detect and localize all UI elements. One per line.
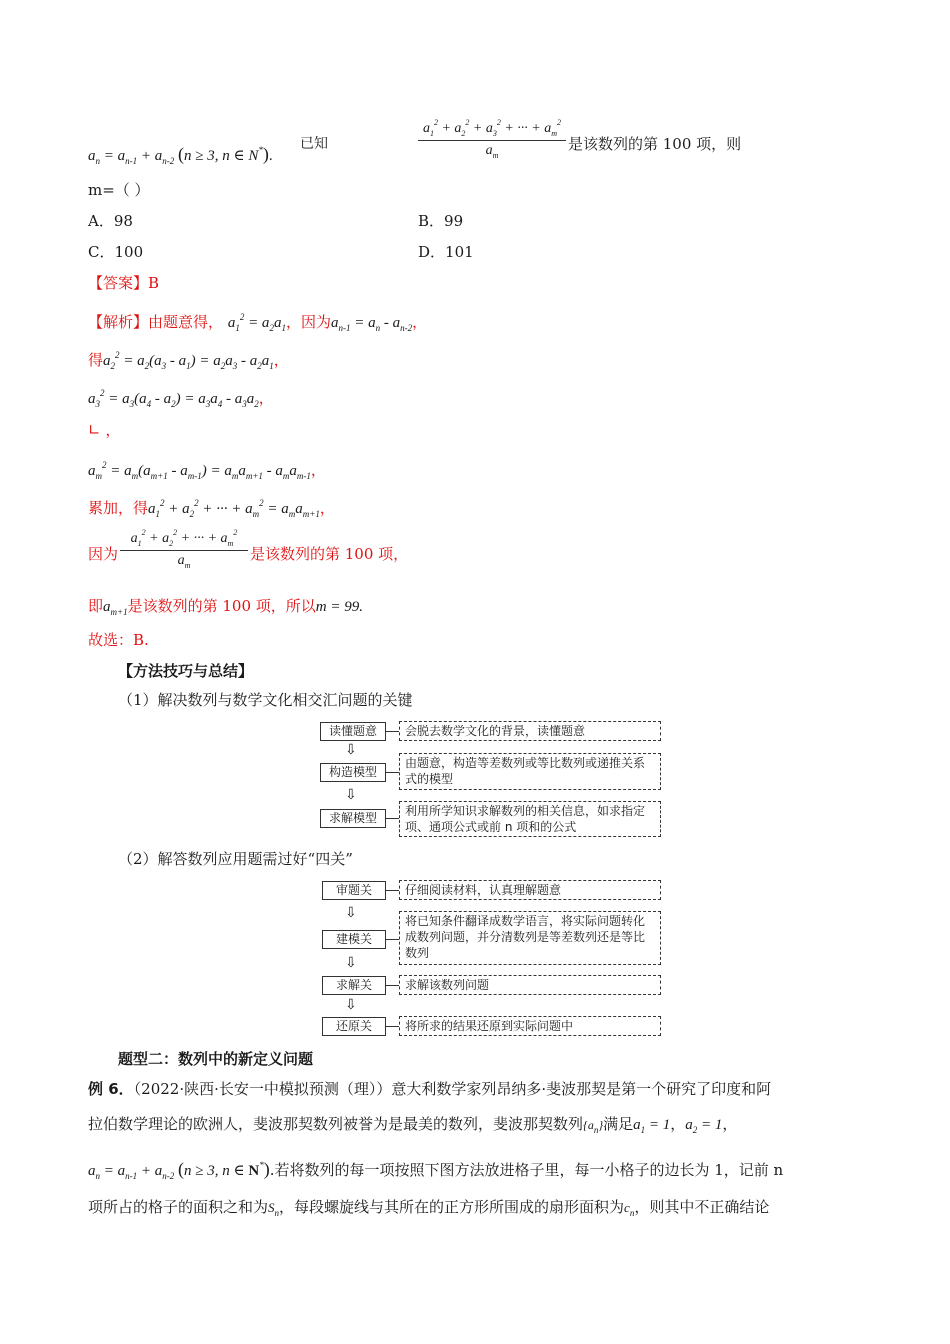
option-b: B．99 bbox=[418, 212, 464, 230]
option-a: A．98 bbox=[88, 212, 133, 230]
example-line4b: ，每段螺旋线与其所在的正方形所围成的扇形面积为 bbox=[279, 1198, 625, 1216]
example-label: 例 6． bbox=[88, 1080, 134, 1098]
flow2-desc-3: 求解该数列问题 bbox=[399, 975, 661, 995]
flow1-desc-1: 会脱去数学文化的背景，读懂题意 bbox=[399, 721, 661, 741]
analysis-line-3: $a_3^2 = a_3(a_4 - a_2) = a_3a_4 - a_3a_2$， bbox=[88, 388, 274, 409]
analysis-label: 【解析】 bbox=[88, 313, 149, 331]
analysis-line-5: 累加，得$a_1^2 + a_2^2$ + ··· + $a_m^2 = a_ma_{m+1}$， bbox=[88, 498, 335, 519]
answer-label: 【答案】 bbox=[88, 274, 149, 292]
analysis-ji-mid: 是该数列的第 100 项，所以 bbox=[127, 597, 316, 615]
down-arrow-icon: ⇩ bbox=[345, 955, 357, 971]
methods-item-1: （1）解决数列与数学文化相交汇问题的关键 bbox=[118, 691, 413, 709]
flow2-desc-2: 将已知条件翻译成数学语言，将实际问题转化成数列问题，并分清数列是等差数列还是等比数列 bbox=[399, 911, 661, 965]
flow2-step-1: 审题关 bbox=[322, 881, 386, 900]
analysis-because-suffix: 是该数列的第 100 项， bbox=[250, 545, 409, 563]
down-arrow-icon: ⇩ bbox=[345, 787, 357, 803]
problem-fraction: $\frac{a_1^2 + a_2^2 + a_3^2 + \cdot\cdot\cdot + a_m^2}{a_m}$ bbox=[418, 118, 566, 160]
down-arrow-icon: ⇩ bbox=[345, 997, 357, 1013]
analysis-step2-prefix: 得 bbox=[88, 351, 104, 369]
methods-item-2: （2）解答数列应用题需过好“四关” bbox=[118, 850, 353, 868]
example-line4a: 项所占的格子的面积之和为 bbox=[88, 1198, 269, 1216]
flow2-desc-4: 将所求的结果还原到实际问题中 bbox=[399, 1016, 661, 1036]
example-line2a: 拉伯数学理论的欧洲人，斐波那契数列被誉为是最美的数列，斐波那契数列 bbox=[88, 1115, 584, 1133]
flow2-step-4: 还原关 bbox=[322, 1017, 386, 1036]
example6-line-4: 项所占的格子的面积之和为$S_n$，每段螺旋线与其所在的正方形所围成的扇形面积为$c_n$，则其中不正确结论 bbox=[88, 1198, 770, 1218]
answer-value: B bbox=[148, 274, 160, 292]
analysis-line-6: 即$a_{m+1}$是该数列的第 100 项，所以m = 99. bbox=[88, 597, 363, 617]
flow1-step-2: 构造模型 bbox=[320, 763, 386, 782]
analysis-line-1: 【解析】由题意得， $a_1^2 = a_2a_1$，因为$a_{n-1} = a_n - a_{n-2}$， bbox=[88, 312, 428, 333]
analysis-because-prefix: 因为 bbox=[88, 545, 119, 563]
recurrence-formula: $a_n = a_{n-1} + a_{n-2}$ (n ≥ 3, n ∈ N*). bbox=[88, 144, 273, 166]
example-line2b: 满足 bbox=[603, 1115, 634, 1133]
methods-title: 【方法技巧与总结】 bbox=[118, 662, 254, 680]
given-suffix: 是该数列的第 100 项，则 bbox=[568, 135, 742, 153]
option-c: C．100 bbox=[88, 243, 144, 261]
flow1-step-1: 读懂题意 bbox=[320, 722, 386, 741]
analysis-ji-prefix: 即 bbox=[88, 597, 104, 615]
analysis-ellipsis: ∟ ， bbox=[88, 421, 121, 439]
flow1-desc-2: 由题意，构造等差数列或等比数列或递推关系式的模型 bbox=[399, 753, 661, 790]
down-arrow-icon: ⇩ bbox=[345, 742, 357, 758]
example-line3: .若将数列的每一项按照下图方法放进格子里，每一小格子的边长为 1，记前 n bbox=[269, 1161, 784, 1179]
flow2-step-3: 求解关 bbox=[322, 976, 386, 995]
given-prefix: 已知 bbox=[300, 136, 328, 152]
option-d: D．101 bbox=[418, 243, 474, 261]
analysis-ji-result: m = 99. bbox=[315, 599, 363, 615]
question-m: m=（ ） bbox=[88, 181, 150, 199]
analysis-conclusion: 故选：B. bbox=[88, 631, 149, 649]
flow2-step-2: 建模关 bbox=[322, 930, 386, 949]
section2-title: 题型二：数列中的新定义问题 bbox=[118, 1050, 314, 1068]
analysis-fraction: $\frac{a_1^2 + a_2^2 + \cdot\cdot\cdot + a_m^2}{a_m}$ bbox=[120, 528, 248, 570]
analysis-accumulate: 累加，得 bbox=[88, 499, 149, 517]
down-arrow-icon: ⇩ bbox=[345, 905, 357, 921]
flow2-desc-1: 仔细阅读材料，认真理解题意 bbox=[399, 880, 661, 900]
example6-line-1 bbox=[88, 1079, 771, 1099]
example6-line-3: $a_n = a_{n-1} + a_{n-2}$ (n ≥ 3, n ∈ N*).若将数列的每一项按照下图方法放进格子里，每一小格子的边长为 1，记前 n bbox=[88, 1159, 784, 1181]
example-line1: （2022·陕西·长安一中模拟预测（理））意大利数学家列昂纳多·斐波那契是第一个研究了印度和阿 bbox=[133, 1080, 772, 1098]
flow1-desc-3: 利用所学知识求解数列的相关信息，如求指定项、通项公式或前 n 项和的公式 bbox=[399, 801, 661, 837]
flow1-step-3: 求解模型 bbox=[320, 809, 386, 828]
example6-line-2: 拉伯数学理论的欧洲人，斐波那契数列被誉为是最美的数列，斐波那契数列$\{a_n\}$满足$a_1 = 1$，$a_2 = 1$， bbox=[88, 1115, 738, 1135]
answer-line bbox=[88, 273, 159, 293]
analysis-line-2: 得$a_2^2 = a_2(a_3 - a_1) = a_2a_3 - a_2a_1$， bbox=[88, 350, 289, 371]
example-line4c: ，则其中不正确结论 bbox=[634, 1198, 770, 1216]
analysis-intro: 由题意得， bbox=[148, 313, 224, 331]
analysis-line-4: $a_m^2 = a_m(a_{m+1} - a_{m-1}) = a_ma_{m+1} - a_ma_{m-1}$， bbox=[88, 460, 326, 481]
analysis-because: ，因为 bbox=[285, 313, 331, 331]
